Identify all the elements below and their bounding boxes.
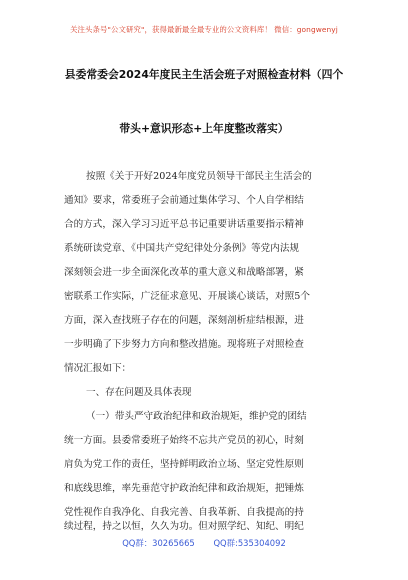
document-title-line-1: 县委常委会2024年度民主生活会班子对照检查材料（四个 <box>64 68 344 81</box>
body-line: 深刻领会进一步全面深化改革的重大意义和战略部署，紧 <box>64 267 304 278</box>
section-heading: 一、存在问题及具体表现 <box>86 387 192 398</box>
footer-qq-group-1: QQ群：30265665 <box>122 538 195 548</box>
body-line: 密联系工作实际，广泛征求意见、开展谈心谈话，对照5个 <box>64 291 310 302</box>
body-line: 方面，深入查找班子存在的问题，深刻剖析症结根源，进 <box>64 315 304 326</box>
body-line: 合的方式，深入学习习近平总书记重要讲话重要指示精神 <box>64 219 304 230</box>
document-title-line-2: 带头+意识形态+上年度整改落实） <box>119 122 289 135</box>
body-line: 统一方面。县委常委班子始终不忘共产党员的初心，时刻 <box>64 435 304 446</box>
body-line: 续过程，持之以恒，久久为功。但对照学纪、知纪、明纪 <box>64 521 304 532</box>
body-line: 通知》要求，常委班子会前通过集体学习、个人自学相结 <box>64 195 304 206</box>
body-line: 肩负为党工作的责任，坚持鲜明政治立场、坚定党性原则 <box>64 459 304 470</box>
body-line: 按照《关于开好2024年度党员领导干部民主生活会的 <box>86 171 312 182</box>
body-line: 情况汇报如下： <box>64 363 132 374</box>
body-line: 系统研读党章、《中国共产党纪律处分条例》等党内法规 <box>64 243 300 254</box>
footer <box>0 537 408 549</box>
body-line: 党性视作自我净化、自我完善、自我革新、自我提高的持 <box>64 507 304 518</box>
body-line: 一步明确了下步努力方向和整改措施。现将班子对照检查 <box>64 339 304 350</box>
footer-qq-group-2: QQ群:535304092 <box>213 538 286 548</box>
header-banner: 关注头条号"公文研究"，获得最新最全最专业的公文资料库！ 微信：gongwenyj <box>70 25 338 34</box>
body-line: 和底线思维，率先垂范守护政治纪律和政治规矩，把锤炼 <box>64 483 304 494</box>
body-line: （一）带头严守政治纪律和政治规矩，维护党的团结 <box>86 411 307 422</box>
